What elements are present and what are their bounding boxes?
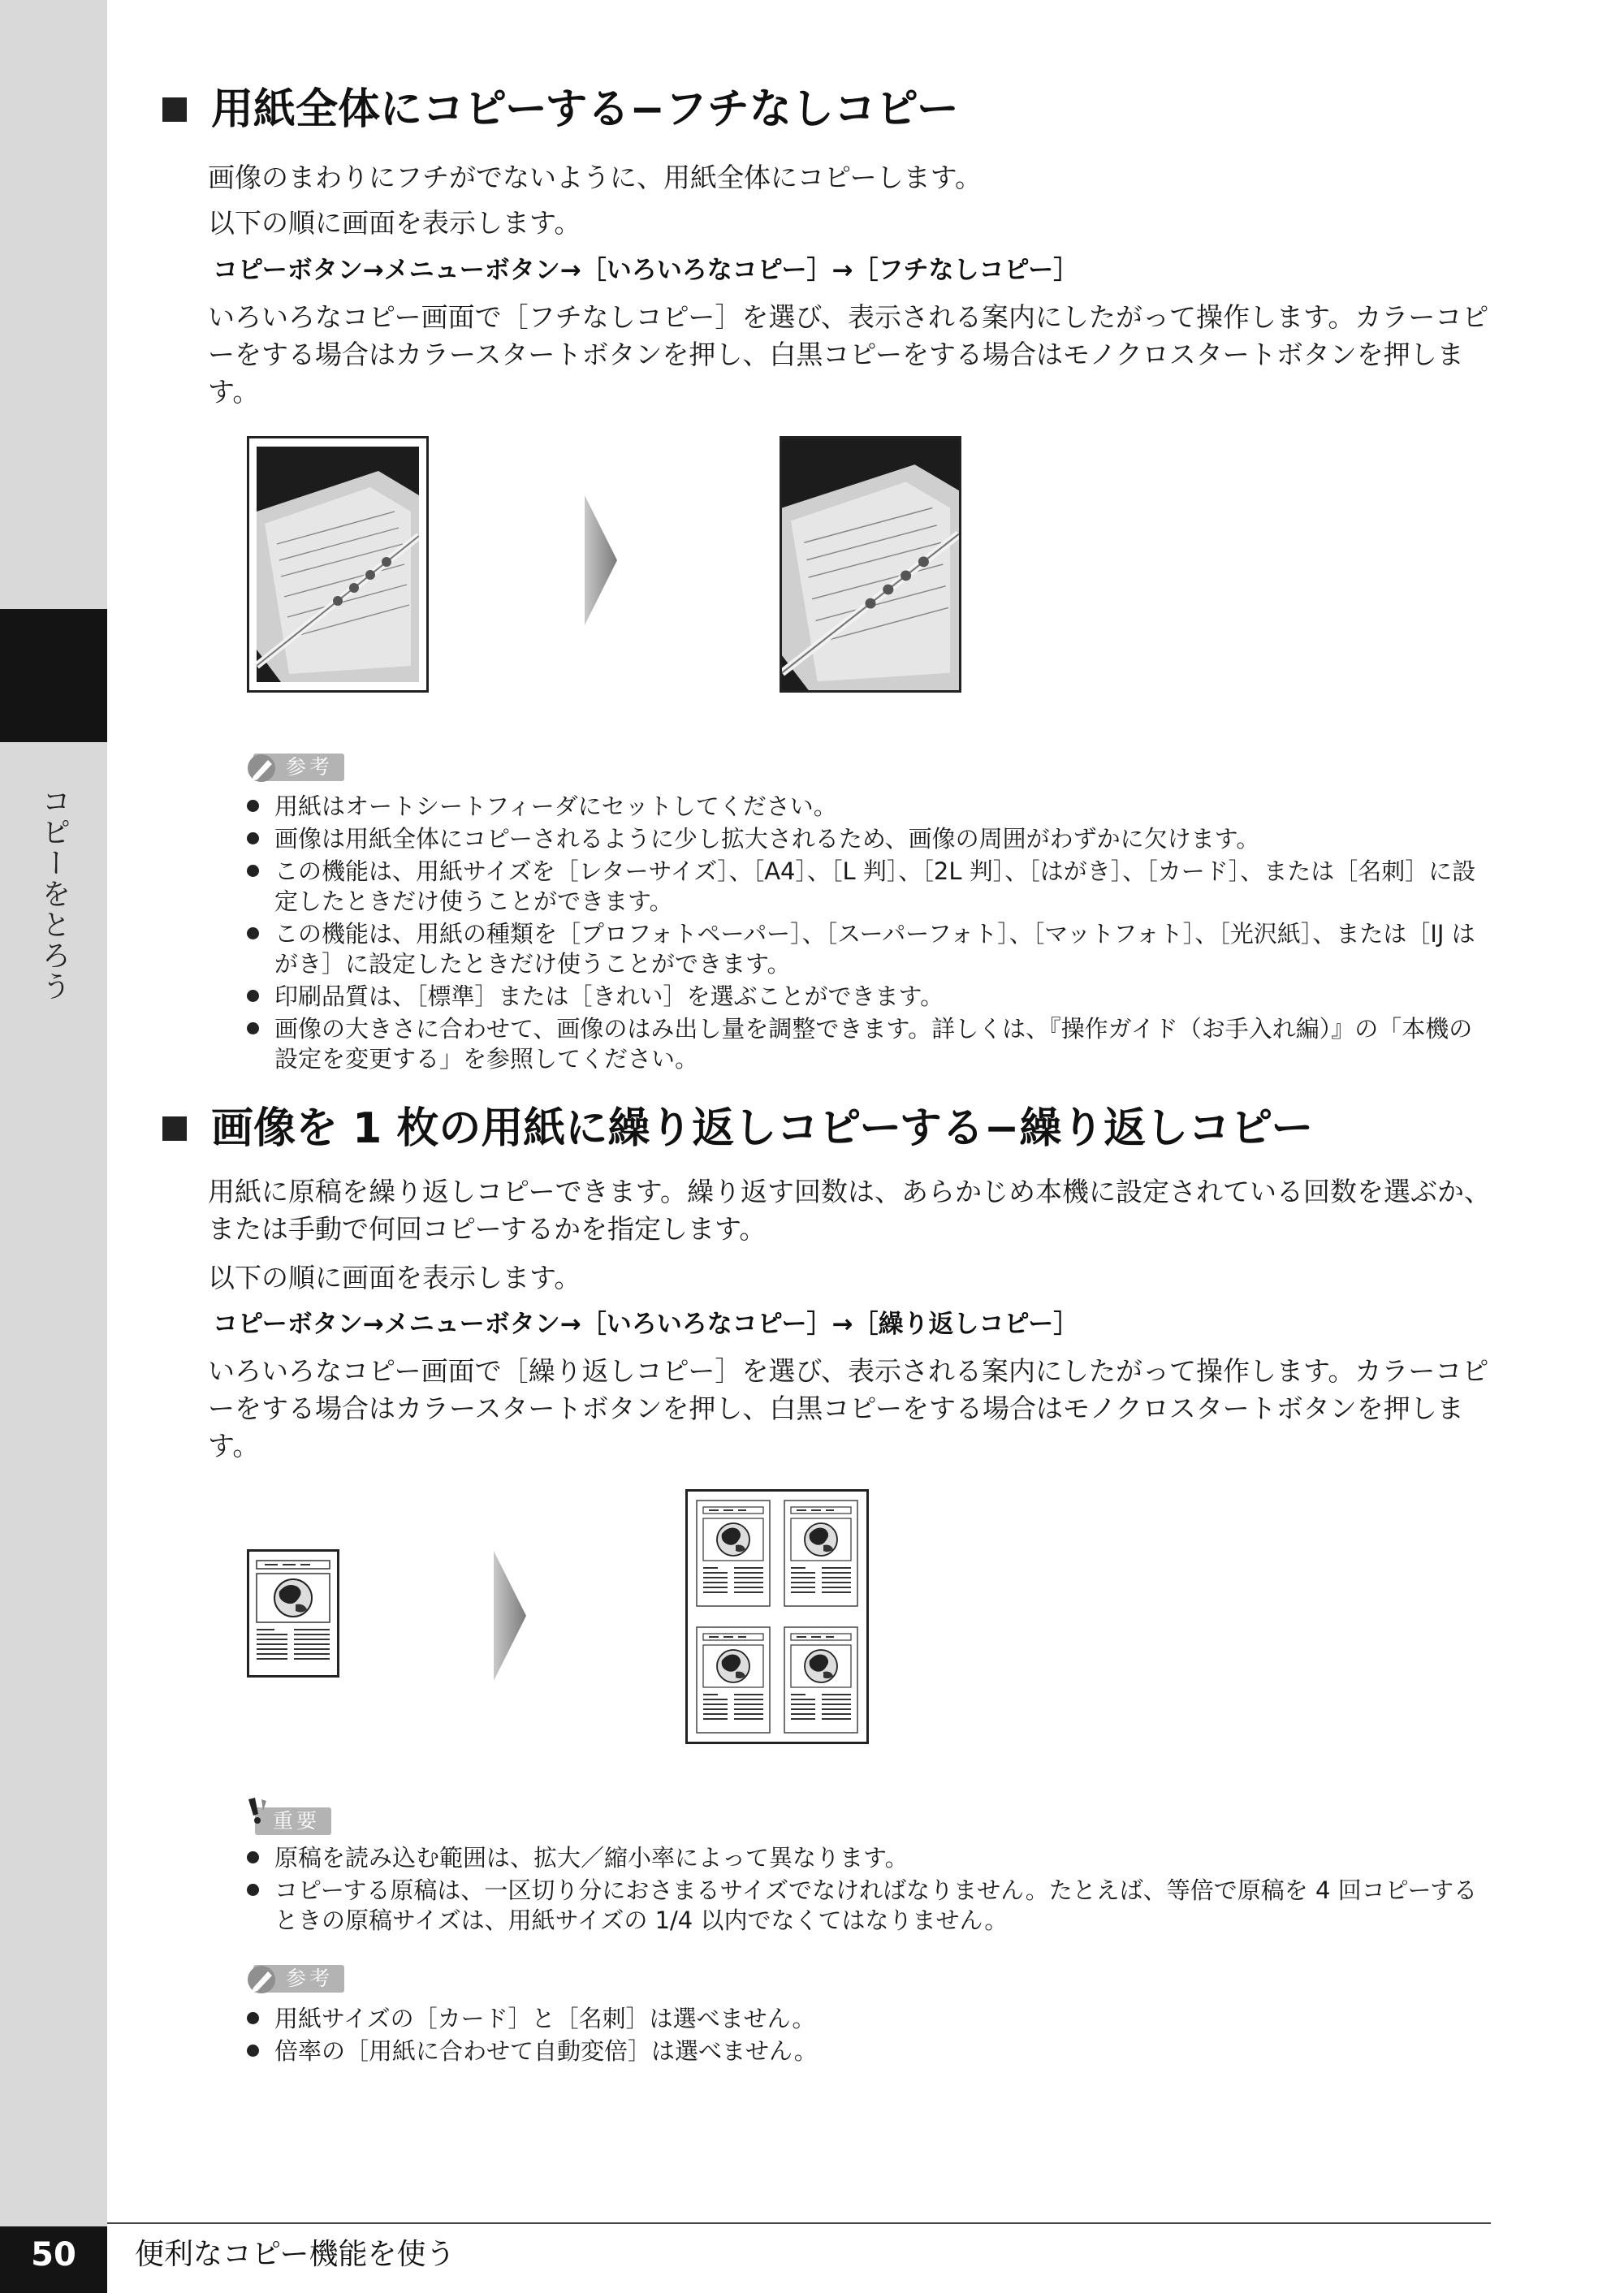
single-document-original [247,1549,339,1678]
arrow-right-icon [494,1551,526,1681]
section2-menu-path: コピーボタン→メニューボタン→［いろいろなコピー］→［繰り返しコピー］ [213,1310,1079,1339]
bullet-icon [247,1884,259,1896]
bullet-icon [247,2012,259,2024]
section2-title: 画像を 1 枚の用紙に繰り返しコピーする−繰り返しコピー [211,1104,1314,1153]
heading-square-icon [162,1116,187,1141]
section2-important-notes [244,1843,1494,1938]
list-item: この機能は、用紙サイズを［レターサイズ］、［A4］、［L 判］、［2L 判］、［はがき］、［カード］、または［名刺］に設定したときだけ使うことができます。 [244,857,1494,917]
section1-menu-path: コピーボタン→メニューボタン→［いろいろなコピー］→［フチなしコピー］ [213,256,1079,285]
exclamation-mark-icon [244,1796,276,1829]
important-badge-label: 重要 [255,1807,331,1835]
bullet-icon [247,832,259,844]
list-item: 画像は用紙全体にコピーされるように少し拡大されるため、画像の周囲がわずかに欠けます。 [244,824,1494,854]
important-badge [244,1796,406,1838]
section2-intro: 用紙に原稿を繰り返しコピーできます。繰り返す回数は、あらかじめ本機に設定されている回数を選ぶか、または手動で何回コピーするかを指定します。 [208,1176,1492,1245]
section1-description: いろいろなコピー画面で［フチなしコピー］を選び、表示される案内にしたがって操作します。カラーコピーをする場合はカラースタートボタンを押し、白黒コピーをする場合はモノクロスタートボタンを押します。 [208,301,1489,408]
section1-title: 用紙全体にコピーする−フチなしコピー [211,85,959,134]
borderless-photo-result [780,436,961,693]
section1-notes [244,792,1494,1077]
chapter-tab-marker [0,609,107,742]
note-badge-label: 参考 [253,1965,344,1993]
bullet-icon [247,865,259,877]
list-item: 画像の大きさに合わせて、画像のはみ出し量を調整できます。詳しくは、『操作ガイド（お手入れ編）』の「本機の設定を変更する」を参照してください。 [244,1014,1494,1074]
list-item: 倍率の［用紙に合わせて自動変倍］は選べません。 [244,2036,1494,2066]
note-badge [244,750,406,783]
repeated-copy-result [685,1489,869,1744]
bullet-icon [247,990,259,1002]
sheet-music-photo [257,447,419,682]
footer-chapter-title: 便利なコピー機能を使う [135,2238,456,2271]
bullet-icon [247,800,259,812]
note-badge [244,1962,406,1994]
left-margin-band [0,0,107,2293]
sheet-music-photo-full [782,438,959,690]
section2-description: いろいろなコピー画面で［繰り返しコピー］を選び、表示される案内にしたがって操作します。カラーコピーをする場合はカラースタートボタンを押し、白黒コピーをする場合はモノクロスタートボタンを押します。 [208,1355,1489,1462]
pencil-note-icon [245,750,281,786]
section2-order-lead: 以下の順に画面を表示します。 [208,1262,581,1293]
heading-square-icon [162,97,187,122]
bullet-icon [247,1022,259,1034]
list-item: コピーする原稿は、一区切り分におさまるサイズでなければなりません。たとえば、等倍で原稿を 4 回コピーするときの原稿サイズは、用紙サイズの 1/4 以内でなくてはなりません。 [244,1876,1494,1936]
list-item: 原稿を読み込む範囲は、拡大／縮小率によって異なります。 [244,1843,1494,1873]
bullet-icon [247,927,259,939]
list-item: 用紙サイズの［カード］と［名刺］は選べません。 [244,2004,1494,2034]
pencil-note-icon [245,1962,281,1997]
list-item: 用紙はオートシートフィーダにセットしてください。 [244,792,1494,822]
page-number: 50 [31,2236,76,2274]
list-item: 印刷品質は、［標準］または［きれい］を選ぶことができます。 [244,982,1494,1012]
bordered-photo-original [247,436,429,693]
arrow-right-icon [585,495,617,625]
section1-intro: 画像のまわりにフチがでないように、用紙全体にコピーします。 [208,162,983,193]
footer-rule [107,2222,1491,2224]
note-badge-label: 参考 [253,754,344,781]
list-item: この機能は、用紙の種類を［プロフォトペーパー］、［スーパーフォト］、［マットフォト］、［光沢紙］、または［IJ はがき］に設定したときだけ使うことができます。 [244,919,1494,979]
chapter-side-label: コピーをとろう [37,786,71,1002]
bullet-icon [247,1851,259,1863]
section2-notes [244,2004,1494,2069]
section1-order-lead: 以下の順に画面を表示します。 [208,207,581,239]
bullet-icon [247,2045,259,2057]
